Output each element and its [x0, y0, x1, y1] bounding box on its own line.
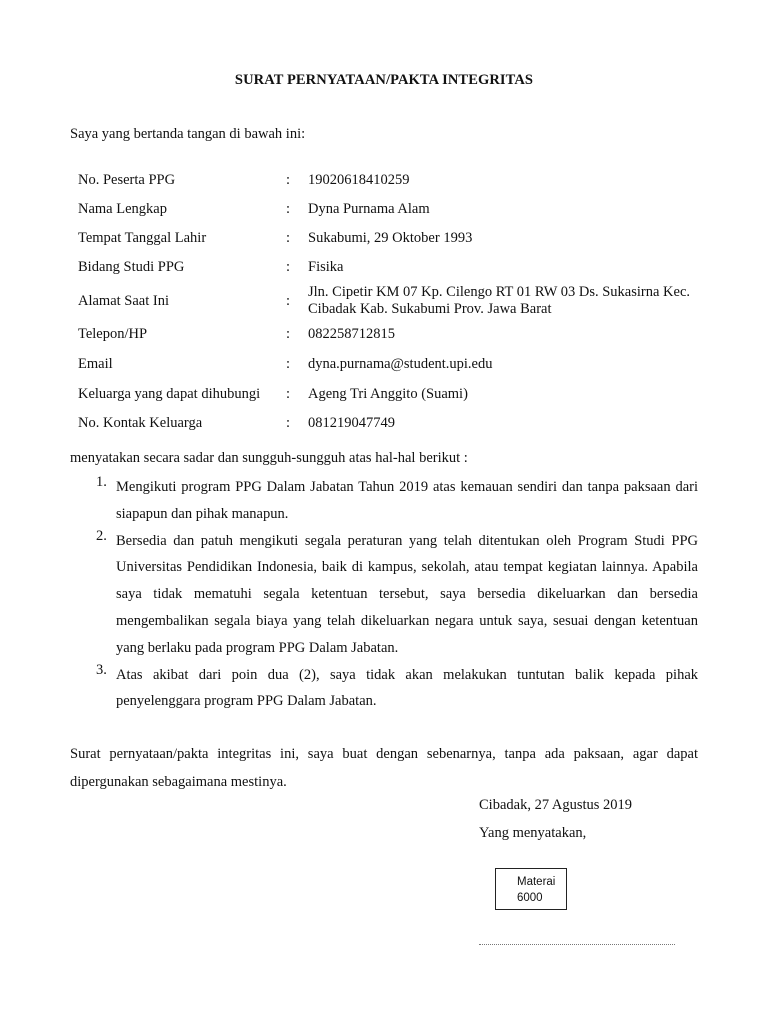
document-title: SURAT PERNYATAAN/PAKTA INTEGRITAS	[234, 72, 534, 88]
field-label: Email	[78, 355, 113, 372]
field-value: Fisika	[308, 259, 344, 275]
field-label: Nama Lengkap	[78, 201, 167, 217]
field-colon: :	[286, 201, 291, 217]
field-value: Jln. Cipetir KM 07 Kp. Cilengo RT 01 RW 03 Ds. Sukasirna Kec. Cibadak Kab. Sukabumi Prov. Jawa Barat	[308, 284, 691, 317]
field-label: No. Kontak Keluarga	[78, 415, 203, 431]
field-value: 081219047749	[308, 415, 395, 431]
field-row-ttl	[70, 224, 710, 253]
field-colon: :	[286, 230, 291, 246]
field-label: Telepon/HP	[78, 326, 148, 342]
list-item-number: 2.	[96, 527, 107, 544]
field-row-peserta	[70, 166, 710, 195]
field-label: Tempat Tanggal Lahir	[78, 230, 207, 246]
intro-text: Saya yang bertanda tangan di bawah ini:	[70, 126, 306, 142]
field-colon: :	[286, 292, 291, 309]
list-item-text: Bersedia dan patuh mengikuti segala peraturan yang telah ditentukan oleh Program Studi PPG Universitas Pendidikan Indonesia, baik di kampus, sekolah, atau tempat kegiatan lainnya. Apabila saya tidak mematuhi segala ketentuan tersebut, saya bersedia dikeluarkan dan bersedia mengembalikan segala biaya yang telah dikeluarkan negara untuk saya, sesuai dengan ketentuan yang berlaku pada program PPG Dalam Jabatan.	[116, 532, 698, 656]
field-value: Sukabumi, 29 Oktober 1993	[308, 230, 473, 246]
field-row-alamat	[70, 282, 710, 320]
list-item-text: Mengikuti program PPG Dalam Jabatan Tahun 2019 atas kemauan sendiri dan tanpa paksaan dari siapapun dan pihak manapun.	[116, 479, 698, 522]
list-item-text: Atas akibat dari poin dua (2), saya tidak akan melakukan tuntutan balik kepada pihak penyelenggara program PPG Dalam Jabatan.	[116, 666, 698, 710]
field-value: dyna.purnama@student.upi.edu	[308, 355, 493, 372]
field-row-nama	[70, 195, 710, 224]
field-row-email	[70, 349, 710, 379]
field-label: Bidang Studi PPG	[78, 259, 185, 275]
materai-stamp-box	[495, 868, 567, 910]
field-value: 082258712815	[308, 326, 395, 342]
signature-line	[479, 934, 675, 945]
list-item	[70, 528, 698, 662]
field-value: Ageng Tri Anggito (Suami)	[308, 385, 468, 402]
closing-paragraph: Surat pernyataan/pakta integritas ini, saya buat dengan sebenarnya, tanpa ada paksaan, agar dapat dipergunakan sebagaimana mestinya.	[70, 746, 698, 790]
statement-text: menyatakan secara sadar dan sungguh-sungguh atas hal-hal berikut :	[70, 450, 468, 466]
field-label: Alamat Saat Ini	[78, 292, 170, 309]
field-colon: :	[286, 415, 291, 431]
list-item	[70, 662, 698, 716]
field-label: No. Peserta PPG	[78, 172, 176, 188]
field-colon: :	[286, 385, 291, 402]
statement-list	[70, 474, 698, 715]
list-item	[70, 474, 698, 528]
materai-value: 6000	[517, 892, 543, 904]
place-date: Cibadak, 27 Agustus 2019	[479, 797, 633, 813]
list-item-number: 3.	[96, 661, 107, 678]
field-colon: :	[286, 172, 291, 188]
field-row-bidang	[70, 253, 710, 282]
field-colon: :	[286, 259, 291, 275]
field-colon: :	[286, 355, 291, 372]
materai-label: Materai	[517, 876, 556, 888]
field-label: Keluarga yang dapat dihubungi	[78, 385, 261, 402]
field-row-telepon	[70, 320, 710, 349]
field-row-keluarga	[70, 379, 710, 409]
field-row-kontak	[70, 409, 710, 438]
list-item-number: 1.	[96, 474, 107, 490]
identity-table	[70, 166, 710, 438]
field-colon: :	[286, 326, 291, 342]
field-value: Dyna Purnama Alam	[308, 201, 430, 217]
field-value: 19020618410259	[308, 172, 410, 188]
signer-label: Yang menyatakan,	[479, 825, 587, 841]
